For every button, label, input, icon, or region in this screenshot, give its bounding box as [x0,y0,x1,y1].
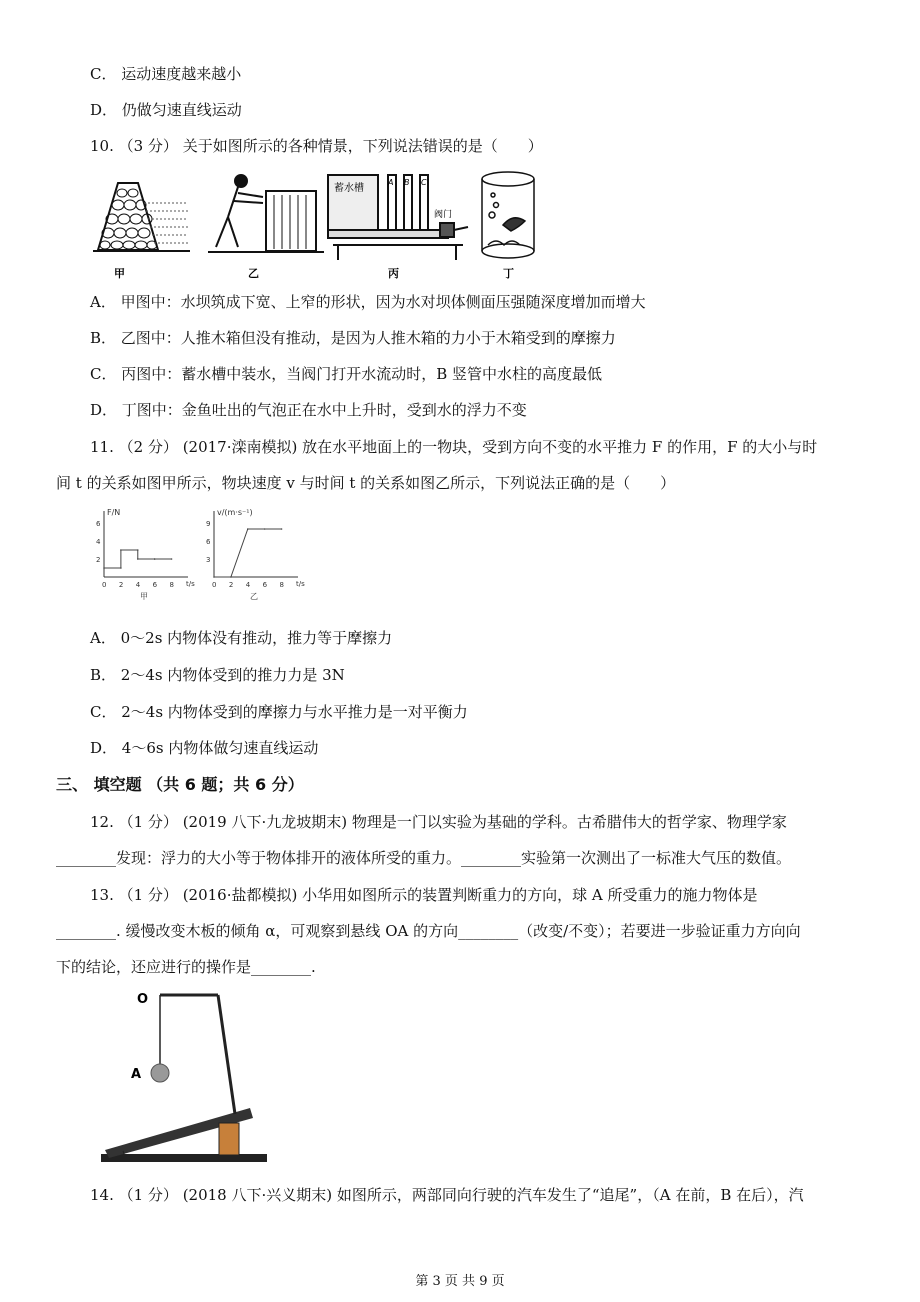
y-tick-label: 3 [206,556,211,564]
section-3-heading: 三、 填空题 （共 6 题；共 6 分） [56,775,304,794]
valve-label: 阀门 [434,210,453,220]
data-point [230,576,232,578]
y-tick-label: 4 [96,538,101,546]
data-point [264,528,266,530]
q10-option-b: B． 乙图中：人推木箱但没有推动，是因为人推木箱的力小于木箱受到的摩擦力 [90,329,616,347]
chart-velocity-time [206,508,305,601]
x-tick-label: 6 [152,581,158,589]
data-point [281,528,283,530]
y-axis-label: v/(m·s⁻¹) [217,508,253,517]
q14-line1: 14. （1 分） (2018 八下·兴义期末) 如图所示，两部同向行驶的汽车发生了“追尾”，（A 在前，B 在后），汽 [90,1186,804,1204]
label-alpha: α [171,1144,179,1157]
q13-line3: 下的结论，还应进行的操作是________. [56,958,316,976]
x-tick-label: 6 [262,581,268,589]
q10-option-c: C． 丙图中：蓄水槽中装水，当阀门打开水流动时，B 竖管中水柱的高度最低 [90,365,603,383]
label-a: A [131,1067,142,1082]
tube-b-label: B [404,178,410,187]
tube-a-label: A [388,178,394,187]
y-axis-label: F/N [107,508,121,517]
data-point [120,567,122,569]
x-tick-label: 4 [135,581,141,589]
x-axis-label: t/s [296,580,305,588]
q10-stem: 10. （3 分） 关于如图所示的各种情景，下列说法错误的是（ ） [90,137,543,155]
series-line [214,529,282,577]
q11-option-a: A． 0～2s 内物体没有推动，推力等于摩擦力 [90,629,393,647]
y-tick-label: 9 [206,520,211,528]
q13-line1: 13. （1 分） (2016·盐都模拟) 小华用如图所示的装置判断重力的方向，球 A 所受重力的施力物体是 [90,886,758,904]
q11-option-b: B． 2～4s 内物体受到的推力力是 3N [90,666,345,684]
x-tick-label: 4 [245,581,251,589]
q9-option-d: D． 仍做匀速直线运动 [90,101,242,119]
data-point [137,549,139,551]
x-tick-label: 8 [279,581,285,589]
person-pushing-box-illustration [208,175,324,252]
label-jia: 甲 [114,267,125,280]
label-yi: 乙 [248,267,259,280]
y-tick-label: 6 [96,520,101,528]
data-point [247,528,249,530]
x-tick-label: 2 [118,581,124,589]
data-point [103,567,105,569]
y-tick-label: 6 [206,538,211,546]
data-point [213,576,215,578]
label-bing: 丙 [388,267,399,280]
label-o: O [137,992,149,1007]
q11-stem-line1: 11. （2 分） (2017·滦南模拟) 放在水平地面上的一物块，受到方向不变的水平推力 F 的作用，F 的大小与时 [90,438,818,456]
q11-option-d: D． 4～6s 内物体做匀速直线运动 [90,739,319,757]
x-tick-label: 8 [169,581,175,589]
chart-caption: 甲 [140,592,148,601]
q12-line2: ________发现：浮力的大小等于物体排开的液体所受的重力。________实验第一次测出了一标准大气压的数值。 [56,849,792,867]
x-tick-label: 2 [228,581,234,589]
incline-apparatus-illustration [101,995,267,1162]
tank-label: 蓄水槽 [334,183,364,194]
x-tick-label: 0 [212,581,217,589]
data-point [137,558,139,560]
q11-stem-line2: 间 t 的关系如图甲所示，物块速度 v 与时间 t 的关系如图乙所示，下列说法正确的是（ ） [56,474,676,492]
page-footer: 第 3 页 共 9 页 [415,1274,505,1289]
q13-line2: ________. 缓慢改变木板的倾角 α，可观察到悬线 OA 的方向________（改变/不变）；若要进一步验证重力方向向 [56,922,801,940]
q11-option-c: C． 2～4s 内物体受到的摩擦力与水平推力是一对平衡力 [90,703,468,721]
x-tick-label: 0 [102,581,107,589]
dam-illustration [93,183,190,251]
q10-option-d: D． 丁图中：金鱼吐出的气泡正在水中上升时，受到水的浮力不变 [90,401,527,419]
chart-caption: 乙 [250,592,258,601]
label-ding: 丁 [503,267,514,280]
q10-option-a: A． 甲图中：水坝筑成下宽、上窄的形状，因为水对坝体侧面压强随深度增加而增大 [90,293,646,311]
y-tick-label: 2 [96,556,101,564]
q9-option-c: C． 运动速度越来越小 [90,65,242,83]
data-point [154,558,156,560]
chart-force-time [96,508,195,601]
data-point [120,549,122,551]
q12-line1: 12. （1 分） (2019 八下·九龙坡期末) 物理是一门以实验为基础的学科。古希腊伟大的哲学家、物理学家 [90,813,787,831]
q13-figure [95,988,275,1168]
data-point [171,558,173,560]
fish-tank-illustration [482,172,534,258]
q11-charts [92,505,312,615]
x-axis-label: t/s [186,580,195,588]
tube-c-label: C [421,178,427,187]
q10-figure [88,165,548,285]
